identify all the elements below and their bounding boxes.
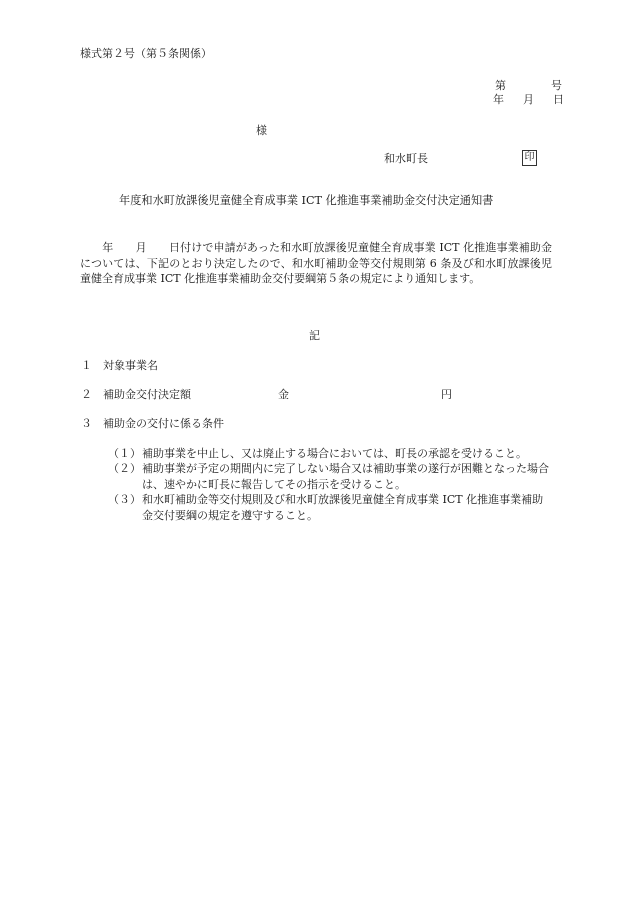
condition-text: 和水町補助金等交付規則及び和水町放課後児童健全育成事業 ICT 化推進事業補助金交付要綱の規定を遵守すること。 xyxy=(142,493,544,522)
condition-number: （３） xyxy=(108,493,141,506)
condition-number: （２） xyxy=(108,462,141,475)
document-body: 年 月 日付けで申請があった和水町放課後児童健全育成事業 ICT 化推進事業補助金については、下記のとおり決定したので、和水町補助金等交付規則第 6 条及び和水町放課後児童健全育成事業 ICT 化推進事業補助金交付要綱第５条の規定により通知します。 xyxy=(80,241,552,285)
condition-item xyxy=(108,492,554,523)
item-label: 補助金の交付に係る条件 xyxy=(103,417,224,430)
date-day: 日 xyxy=(553,93,564,106)
issue-date xyxy=(493,92,564,108)
addressee-suffix: 様 xyxy=(256,124,267,137)
condition-text: 補助事業が予定の期間内に完了しない場合又は補助事業の遂行が困難となった場合は、速やかに町長に報告してその指示を受けること。 xyxy=(142,462,549,491)
item-label: 補助金交付決定額 xyxy=(103,388,191,401)
date-year: 年 xyxy=(493,93,504,106)
condition-number: （１） xyxy=(108,447,141,460)
condition-item xyxy=(108,461,554,492)
date-month: 月 xyxy=(523,93,534,106)
amount-prefix: 金 xyxy=(278,388,289,401)
condition-text: 補助事業を中止し、又は廃止する場合においては、町長の承認を受けること。 xyxy=(142,447,527,460)
item-number: １ xyxy=(81,359,92,372)
form-label: 様式第２号（第５条関係） xyxy=(80,47,212,60)
issuer-title: 和水町長 xyxy=(384,152,428,165)
seal-mark: 印 xyxy=(522,150,537,166)
doc-number-prefix: 第 xyxy=(495,79,506,92)
item-number: ２ xyxy=(81,388,92,401)
ki-label: 記 xyxy=(309,329,320,342)
document-title: 年度和水町放課後児童健全育成事業 ICT 化推進事業補助金交付決定通知書 xyxy=(119,194,494,207)
doc-number-suffix: 号 xyxy=(551,79,562,92)
item-conditions xyxy=(81,416,381,432)
item-target-project xyxy=(81,358,281,374)
amount-suffix: 円 xyxy=(441,388,452,401)
item-label: 対象事業名 xyxy=(103,359,158,372)
condition-item xyxy=(108,446,554,462)
item-number: ３ xyxy=(81,417,92,430)
